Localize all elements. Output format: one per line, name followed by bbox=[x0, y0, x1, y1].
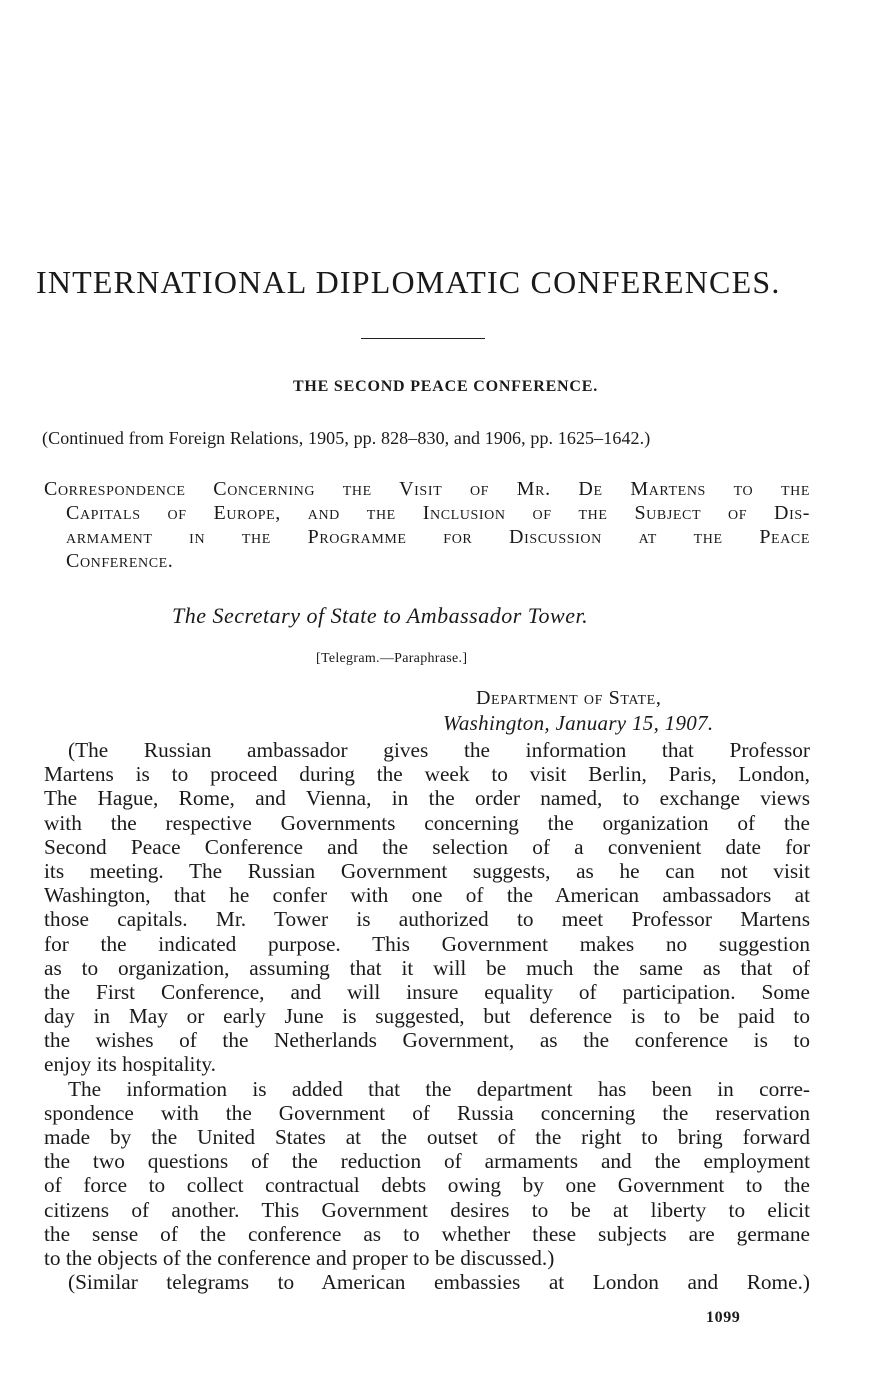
subject-line: armament in the Programme for Discussion at the Peace bbox=[66, 526, 810, 548]
body-line: its meeting. The Russian Government suggests, as he can not visit bbox=[44, 858, 810, 883]
body-line: citizens of another. This Government desires to be at liberty to elicit bbox=[44, 1197, 810, 1222]
telegram-note: [Telegram.—Paraphrase.] bbox=[316, 651, 468, 666]
body-line: enjoy its hospitality. bbox=[44, 1052, 216, 1077]
letter-title: The Secretary of State to Ambassador Tower. bbox=[172, 603, 589, 628]
body-line: made by the United States at the outset of the right to bring forward bbox=[44, 1125, 810, 1149]
body-line: the sense of the conference as to whether these subjects are germane bbox=[44, 1221, 810, 1246]
title-divider bbox=[361, 338, 485, 339]
body-line: (Similar telegrams to American embassies at London and Rome.) bbox=[68, 1270, 810, 1295]
body-line: (The Russian ambassador gives the information that Professor bbox=[68, 738, 810, 762]
body-line: for the indicated purpose. This Government makes no suggestion bbox=[44, 931, 810, 956]
subject-line: Conference. bbox=[66, 550, 174, 572]
department-line: Department of State, bbox=[476, 687, 662, 709]
body-line: to the objects of the conference and proper to be discussed.) bbox=[44, 1245, 555, 1270]
section-heading: THE SECOND PEACE CONFERENCE. bbox=[292, 378, 599, 395]
body-line: Second Peace Conference and the selection of a convenient date for bbox=[44, 834, 810, 859]
subject-line: Correspondence Concerning the Visit of Mr. De Martens to the bbox=[44, 478, 810, 500]
body-line: those capitals. Mr. Tower is authorized to meet Professor Martens bbox=[44, 907, 810, 932]
subject-line: Capitals of Europe, and the Inclusion of the Subject of Dis- bbox=[66, 502, 810, 524]
body-line: of force to collect contractual debts owing by one Government to the bbox=[44, 1173, 810, 1198]
letter-body bbox=[44, 738, 810, 1294]
page-number: 1099 bbox=[706, 1309, 741, 1326]
body-line: day in May or early June is suggested, but deference is to be paid to bbox=[44, 1004, 810, 1029]
body-line: the First Conference, and will insure equality of participation. Some bbox=[44, 979, 810, 1004]
body-line: with the respective Governments concerning the organization of the bbox=[44, 810, 810, 835]
body-line: as to organization, assuming that it will be much the same as that of bbox=[44, 955, 810, 980]
continued-note: (Continued from Foreign Relations, 1905, pp. 828–830, and 1906, pp. 1625–1642.) bbox=[42, 428, 651, 448]
body-line: Martens is to proceed during the week to visit Berlin, Paris, London, bbox=[44, 762, 810, 787]
body-line: the wishes of the Netherlands Government, as the conference is to bbox=[44, 1028, 810, 1053]
body-line: Washington, that he confer with one of the American ambassadors at bbox=[44, 883, 810, 908]
subject-heading bbox=[44, 477, 810, 573]
body-line: The information is added that the department has been in corre- bbox=[68, 1076, 810, 1101]
body-line: The Hague, Rome, and Vienna, in the order named, to exchange views bbox=[44, 786, 810, 811]
body-line: spondence with the Government of Russia concerning the reservation bbox=[44, 1100, 810, 1125]
dateline: Washington, January 15, 1907. bbox=[443, 711, 714, 735]
page-title: INTERNATIONAL DIPLOMATIC CONFERENCES. bbox=[36, 264, 781, 300]
body-line: the two questions of the reduction of armaments and the employment bbox=[44, 1149, 810, 1174]
